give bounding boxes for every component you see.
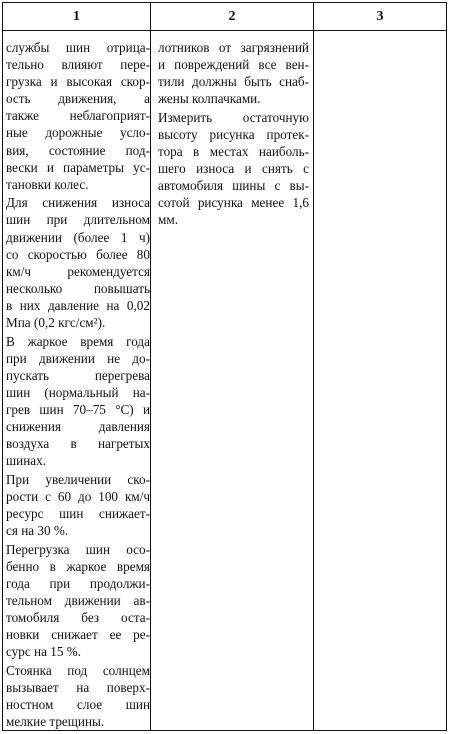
text-line: со скоростью более 80 xyxy=(6,246,150,262)
column-header-2: 2 xyxy=(228,9,236,24)
text-line: ся на 30 %. xyxy=(6,523,69,539)
text-line: шего износа и снять с xyxy=(158,161,309,177)
text-line: вия, состояние под- xyxy=(6,142,150,158)
text-line: ресурс шин снижает- xyxy=(6,506,150,522)
text-line: В жаркое время года xyxy=(6,333,150,349)
text-line: вески и параметры ус- xyxy=(6,159,150,175)
text-line: высоту рисунка протек- xyxy=(158,126,309,142)
text-line: тора в местах наиболь- xyxy=(158,144,309,160)
text-line: грузка и высокая скор- xyxy=(6,74,150,90)
text-line: При увеличении ско- xyxy=(6,471,150,487)
paragraph xyxy=(6,471,150,539)
paragraph xyxy=(6,333,150,470)
text-line: тановки колес. xyxy=(6,176,89,192)
data-table xyxy=(2,2,447,731)
paragraph xyxy=(6,662,150,730)
text-line: км/ч рекомендуется xyxy=(6,263,150,279)
text-line: тельно влияют пере- xyxy=(6,57,150,73)
text-line: шинах. xyxy=(6,453,47,469)
column-2-text xyxy=(158,39,309,230)
text-line: Мпа (0,2 кгс/см²). xyxy=(6,315,106,330)
text-line: бенно в жаркое время xyxy=(6,558,150,574)
column-divider-2 xyxy=(313,3,314,730)
paragraph xyxy=(6,541,150,661)
text-line: ные дорожные усло- xyxy=(6,125,150,141)
text-line: мм. xyxy=(158,212,178,228)
text-line: шин (нормальный на- xyxy=(6,384,150,400)
paragraph xyxy=(6,194,150,331)
column-header-1: 1 xyxy=(73,9,80,24)
column-1-text xyxy=(6,39,150,732)
text-line: тельном движении ав- xyxy=(6,593,150,608)
text-line: несколько повышать xyxy=(6,280,150,296)
text-line: новки снижает ее ре- xyxy=(6,627,150,643)
column-header-3: 3 xyxy=(376,9,384,24)
text-line: жены колпачками. xyxy=(158,91,261,107)
text-line: сотой рисунка менее 1,6 xyxy=(158,195,309,211)
text-line: в них давление на 0,02 xyxy=(6,297,150,313)
text-line: автомобиля шины с вы- xyxy=(158,178,309,194)
text-line: Измерить остаточную xyxy=(158,109,309,125)
column-divider-1 xyxy=(150,3,151,730)
text-line: тили должны быть снаб- xyxy=(158,74,309,90)
text-line: лотников от загрязнений xyxy=(158,40,309,55)
text-line: томобиля без оста- xyxy=(6,610,150,626)
paragraph xyxy=(158,39,309,107)
text-line: сурс на 15 %. xyxy=(6,644,81,660)
text-line: Перегрузка шин осо- xyxy=(6,541,150,557)
text-line: мелкие трещины. xyxy=(6,714,105,730)
text-line: Стоянка под солнцем xyxy=(6,662,150,678)
text-line: шин при длительном xyxy=(6,212,150,228)
text-line: грев шин 70–75 °С) и xyxy=(6,401,150,417)
text-line: рости с 60 до 100 км/ч xyxy=(6,488,150,504)
header-divider xyxy=(3,30,446,31)
text-line: также неблагоприят- xyxy=(6,108,150,124)
text-line: пускать перегрева xyxy=(6,367,150,383)
text-line: движении (более 1 ч) xyxy=(6,229,150,245)
text-line: и повреждений все вен- xyxy=(158,57,309,73)
text-line: снижения давления xyxy=(6,419,150,435)
text-line: ость движения, а xyxy=(6,91,150,107)
text-line: ностном слое шин xyxy=(6,697,150,713)
text-line: при движении не до- xyxy=(6,350,150,366)
paragraph xyxy=(158,109,309,229)
text-line: Для снижения износа xyxy=(6,195,150,211)
text-line: службы шин отрица- xyxy=(6,40,150,55)
text-line: воздуха в нагретых xyxy=(6,436,150,452)
text-line: года при продолжи- xyxy=(6,575,150,591)
paragraph xyxy=(6,39,150,193)
text-line: вызывает на поверх- xyxy=(6,679,150,695)
